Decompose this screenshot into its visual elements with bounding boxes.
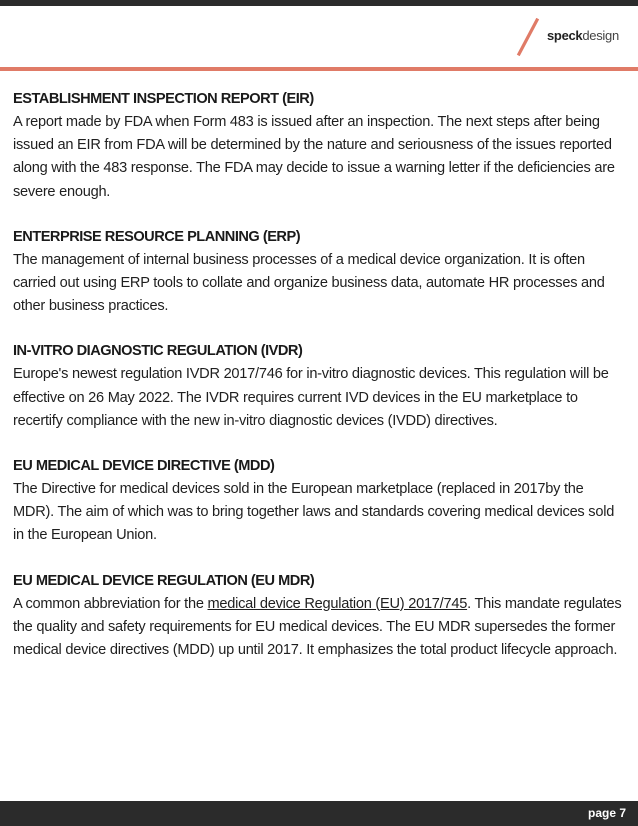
- entry-title: ESTABLISHMENT INSPECTION REPORT (EIR): [13, 91, 314, 107]
- logo: [547, 28, 619, 43]
- glossary-entry-eu-mdr: [13, 570, 625, 663]
- glossary-entry-erp: [13, 226, 625, 319]
- entry-title: IN-VITRO DIAGNOSTIC REGULATION (IVDR): [13, 343, 303, 360]
- logo-slash-icon: [509, 18, 545, 56]
- entry-body: The Directive for medical devices sold in the European marketplace (replaced in 2017by the MDR). The aim of which was to bring together laws and standards covering medical devices sold in the European Union.: [13, 481, 615, 544]
- entry-body-before: A common abbreviation for the: [13, 595, 208, 612]
- top-bar: [0, 0, 638, 6]
- glossary-content: [13, 88, 625, 684]
- glossary-entry-mdd: [13, 455, 625, 548]
- glossary-entry-ivdr: [13, 340, 625, 433]
- footer-bar: [0, 801, 638, 826]
- entry-body: [13, 593, 625, 663]
- glossary-entry-eir: [13, 88, 625, 204]
- logo-light: design: [582, 28, 619, 43]
- entry-body: A report made by FDA when Form 483 is issued after an inspection. The next steps after being issued an EIR from FDA will be determined by the nature and seriousness of the issues reported along with the 483 response. The FDA may decide to issue a warning letter if the deficiencies are severe enough.: [13, 114, 615, 200]
- entry-body: Europe's newest regulation IVDR 2017/746 for in-vitro diagnostic devices. This regulation will be effective on 26 May 2022. The IVDR requires current IVD devices in the EU marketplace to recertify compliance with the new in-vitro diagnostic devices (IVDD) directives.: [13, 366, 609, 429]
- page-number: page 7: [587, 806, 626, 820]
- entry-title: EU MEDICAL DEVICE REGULATION (EU MDR): [13, 572, 315, 589]
- entry-body: The management of internal business processes of a medical device organization. It is often carried out using ERP tools to collate and organize business data, automate HR processes and other business practices.: [13, 251, 605, 315]
- entry-title: EU MEDICAL DEVICE DIRECTIVE (MDD): [13, 458, 275, 475]
- logo-bold: speck: [547, 28, 583, 43]
- entry-title: ENTERPRISE RESOURCE PLANNING (ERP): [13, 228, 301, 245]
- entry-body-after: . This mandate regulates the quality and safety requirements for EU medical devices. The EU MDR supersedes the former medical device directives (MDD) up until 2017. It emphasizes the total product lifecycle approach.: [13, 595, 622, 659]
- regulation-link[interactable]: medical device Regulation (EU) 2017/745: [207, 595, 468, 612]
- header-divider: [0, 67, 638, 71]
